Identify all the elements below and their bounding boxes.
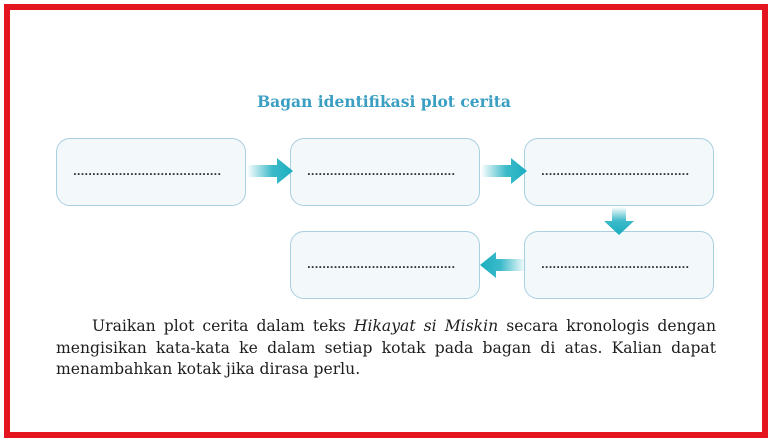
dotted-blank: ....................................... bbox=[73, 167, 222, 178]
plot-box-1[interactable] bbox=[56, 138, 246, 206]
dotted-blank: ....................................... bbox=[541, 260, 690, 271]
dotted-blank: ....................................... bbox=[307, 167, 456, 178]
arrow-right-icon bbox=[247, 158, 293, 184]
arrow-right-icon bbox=[481, 158, 527, 184]
plot-box-4[interactable] bbox=[524, 231, 714, 299]
instruction-paragraph bbox=[56, 316, 716, 381]
plot-box-3[interactable] bbox=[524, 138, 714, 206]
plot-box-2[interactable] bbox=[290, 138, 480, 206]
plot-box-5[interactable] bbox=[290, 231, 480, 299]
instruction-text-end: secara kronologis dengan mengisikan kata-kata ke dalam setiap kotak pada bagan di atas. Kalian dapat menambahkan kotak jika dirasa perlu. bbox=[56, 317, 717, 378]
arrow-down-icon bbox=[604, 207, 634, 235]
arrow-left-icon bbox=[480, 252, 526, 278]
dotted-blank: ....................................... bbox=[541, 167, 690, 178]
instruction-text-start: Uraikan plot cerita dalam teks bbox=[92, 317, 354, 335]
story-title: Hikayat si Miskin bbox=[353, 317, 499, 335]
diagram-title: Bagan identifikasi plot cerita bbox=[257, 92, 511, 111]
dotted-blank: ....................................... bbox=[307, 260, 456, 271]
